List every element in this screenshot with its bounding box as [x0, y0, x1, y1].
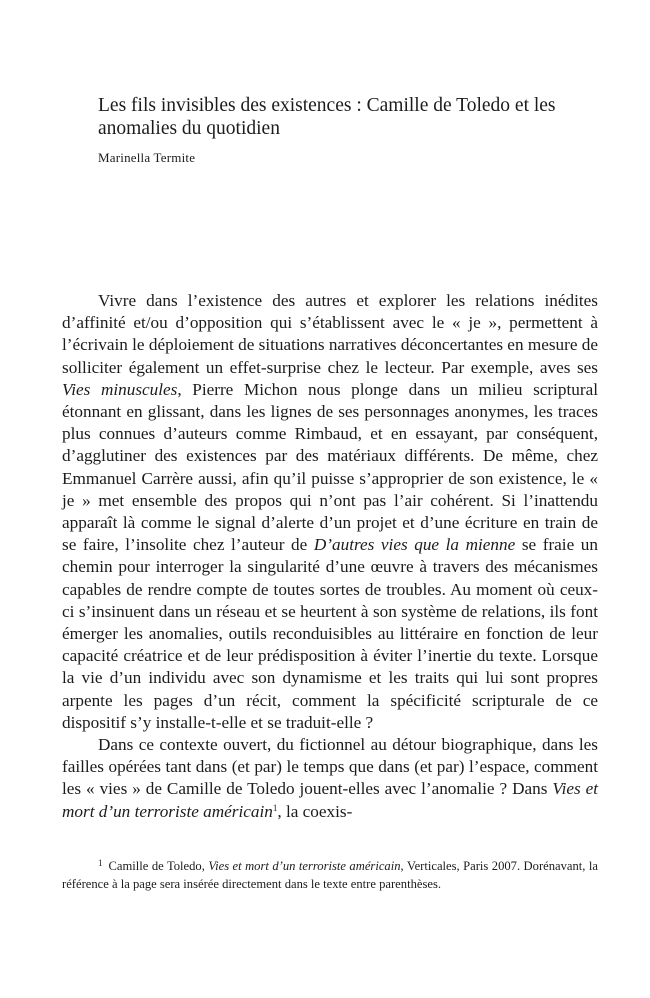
footnote-text	[62, 854, 598, 893]
footnote-mark: 1	[98, 858, 103, 868]
text-run: Vivre dans l’existence des autres et explorer les relations inédites d’affinité et/ou d’opposition qui s’établissent avec le « je », permettent à l’écrivain le déploiement de situations narratives déconcertantes en mesure de solliciter également un effet-surprise chez le lecteur. Par exemple, aves ses	[62, 291, 598, 377]
text-run: Camille de Toledo,	[108, 859, 209, 873]
paragraph-1	[62, 290, 598, 734]
text-run: , Verticales, Paris 2007. Dorénavant, la référence à la page sera insérée directement dans le texte entre parenthèses.	[62, 859, 598, 891]
italic-title: Vies minuscules	[62, 379, 178, 399]
article-title: Les fils invisibles des existences : Camille de Toledo et les anomalies du quotidien	[98, 95, 556, 139]
paragraph-2	[62, 734, 598, 823]
text-run: se fraie un chemin pour interroger la singularité d’une œuvre à travers des mécanismes capables de rendre compte de toutes sortes de troubles. Au moment où ceux-ci s’insinuent dans un réseau et se heurtent à son système de relations, ils font émerger les anomalies, outils reconduisibles au littéraire en fonction de leur capacité créatrice et de leur prédisposition à éviter l’inertie du texte. Lorsque la vie d’un individu avec son dynamisme et les traits qui lui sont propres arpente les pages d’un récit, comment la spécificité scripturale de ce dispositif s’y installe-t-elle et se traduit-elle ?	[62, 535, 598, 732]
text-run: Dans ce contexte ouvert, du fictionnel au détour biographique, dans les failles opérées tant dans (et par) le temps que dans (et par) l’espace, comment les « vies » de Camille de Toledo jouent-elles avec l’anomalie ? Dans	[62, 735, 598, 799]
italic-title: Vies et mort d’un terroriste américain	[62, 779, 599, 821]
italic-title: Vies et mort d’un terroriste américain	[208, 859, 401, 873]
footnote	[62, 854, 598, 893]
author-name: Marinella Termite	[98, 150, 196, 165]
footnote-reference[interactable]: 1	[272, 802, 278, 813]
italic-title: D’autres vies que la mienne	[313, 535, 516, 555]
text-run: , la coexis-	[277, 801, 353, 821]
body-text	[62, 290, 598, 823]
text-run: , Pierre Michon nous plonge dans un milieu scriptural étonnant en glissant, dans les lignes de ses personnages anonymes, les traces plus connues d’auteurs comme Rimbaud, et en essayant, par conséquent, d’agglutiner des existences par des matériaux différents. De même, chez Emmanuel Carrère aussi, afin qu’il puisse s’approprier de son existence, le « je » met ensemble des propos qui n’ont pas l’air cohérent. Si l’inattendu apparaît là comme le signal d’alerte d’un projet et d’une écriture en train de se faire, l’insolite chez l’auteur de	[62, 379, 598, 555]
